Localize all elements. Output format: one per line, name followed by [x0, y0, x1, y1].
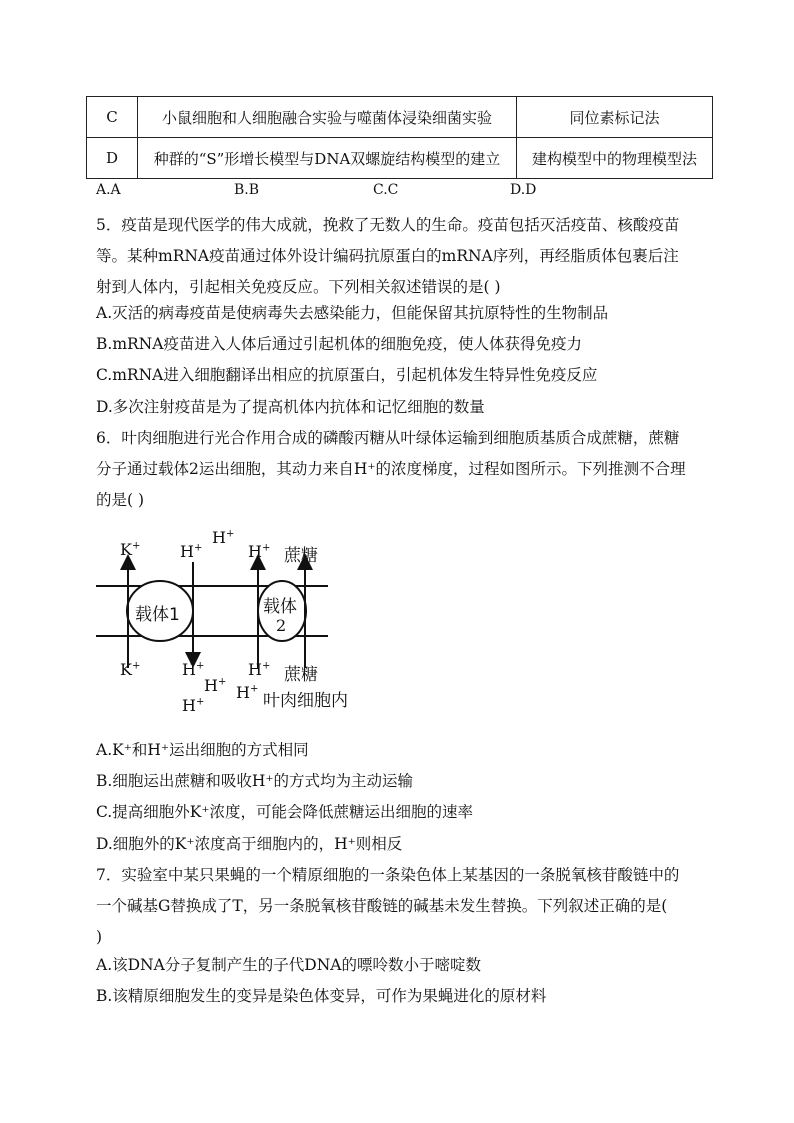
choice-option[interactable]: C.C [373, 182, 399, 198]
carrier-2-number: 2 [276, 616, 287, 635]
h-bottom-label-4: H+ [248, 660, 271, 679]
choice-option[interactable]: D.D [510, 182, 537, 198]
q7-stem-line: 一个碱基G替换成了T，另一条脱氧核苷酸链的碱基未发生替换。下列叙述正确的是( [96, 897, 668, 915]
q6-stem-line: 的是( ) [96, 491, 145, 509]
row-experiment: 小鼠细胞和人细胞融合实验与噬菌体浸染细菌实验 [138, 97, 517, 138]
row-method: 同位素标记法 [517, 97, 713, 138]
row-method: 建构模型中的物理模型法 [517, 138, 713, 179]
q7-stem-line: ) [96, 928, 103, 946]
q7-option-a[interactable]: A.该DNA分子复制产生的子代DNA的嘌呤数小于嘧啶数 [96, 956, 481, 974]
h-bottom-label-3: H+ [182, 696, 205, 715]
q5-option-c[interactable]: C.mRNA进入细胞翻译出相应的抗原蛋白，引起机体发生特异性免疫反应 [96, 366, 598, 384]
table-row [87, 97, 713, 138]
q6-stem-line: 6．叶肉细胞进行光合作用合成的磷酸丙糖从叶绿体运输到细胞质基质合成蔗糖，蔗糖 [96, 429, 680, 447]
q6-option-b[interactable]: B.细胞运出蔗糖和吸收H⁺的方式均为主动运输 [96, 772, 414, 790]
table-row [87, 138, 713, 179]
h-top-label: H+ [180, 542, 203, 561]
row-label: D [87, 138, 138, 179]
h-bottom-label-5: H+ [236, 683, 259, 702]
q6-option-d[interactable]: D.细胞外的K⁺浓度高于细胞内的，H⁺则相反 [96, 835, 403, 853]
row-experiment: 种群的“S”形增长模型与DNA双螺旋结构模型的建立 [138, 138, 517, 179]
choice-option[interactable]: A.A [96, 182, 121, 198]
transport-diagram [96, 528, 396, 728]
row-label: C [87, 97, 138, 138]
q7-stem-line: 7．实验室中某只果蝇的一个精原细胞的一条染色体上某基因的一条脱氧核苷酸链中的 [96, 866, 680, 884]
q5-option-b[interactable]: B.mRNA疫苗进入人体后通过引起机体的细胞免疫，使人体获得免疫力 [96, 335, 582, 353]
q5-option-a[interactable]: A.灭活的病毒疫苗是使病毒失去感染能力，但能保留其抗原特性的生物制品 [96, 304, 609, 322]
sucrose-bottom-label: 蔗糖 [284, 665, 318, 685]
q5-stem-line: 等。某种mRNA疫苗通过体外设计编码抗原蛋白的mRNA序列，再经脂质体包裹后注 [96, 247, 679, 265]
k-top-label: K+ [120, 540, 141, 559]
h-bottom-label: H+ [182, 660, 205, 679]
carrier-1-label: 载体1 [135, 605, 180, 625]
h-top-label-3: H+ [248, 542, 271, 561]
q6-option-c[interactable]: C.提高细胞外K⁺浓度，可能会降低蔗糖运出细胞的速率 [96, 803, 473, 821]
q5-stem-line: 射到人体内，引起相关免疫反应。下列相关叙述错误的是( ) [96, 278, 501, 296]
q6-stem-line: 分子通过载体2运出细胞，其动力来自H⁺的浓度梯度，过程如图所示。下列推测不合理 [96, 460, 686, 478]
q7-option-b[interactable]: B.该精原细胞发生的变异是染色体变异，可作为果蝇进化的原材料 [96, 987, 547, 1005]
choice-option[interactable]: B.B [234, 182, 260, 198]
cell-interior-label: 叶肉细胞内 [263, 691, 348, 711]
h-top-label-2: H+ [212, 528, 235, 547]
carrier-2-label: 载体 [263, 597, 297, 617]
q6-option-a[interactable]: A.K⁺和H⁺运出细胞的方式相同 [96, 741, 309, 759]
comparison-table [86, 96, 713, 179]
q5-stem-line: 5．疫苗是现代医学的伟大成就，挽救了无数人的生命。疫苗包括灭活疫苗、核酸疫苗 [96, 216, 680, 234]
h-bottom-label-2: H+ [204, 676, 227, 695]
k-bottom-label: K+ [120, 660, 141, 679]
q5-option-d[interactable]: D.多次注射疫苗是为了提高机体内抗体和记忆细胞的数量 [96, 398, 485, 416]
sucrose-top-label: 蔗糖 [284, 546, 318, 566]
